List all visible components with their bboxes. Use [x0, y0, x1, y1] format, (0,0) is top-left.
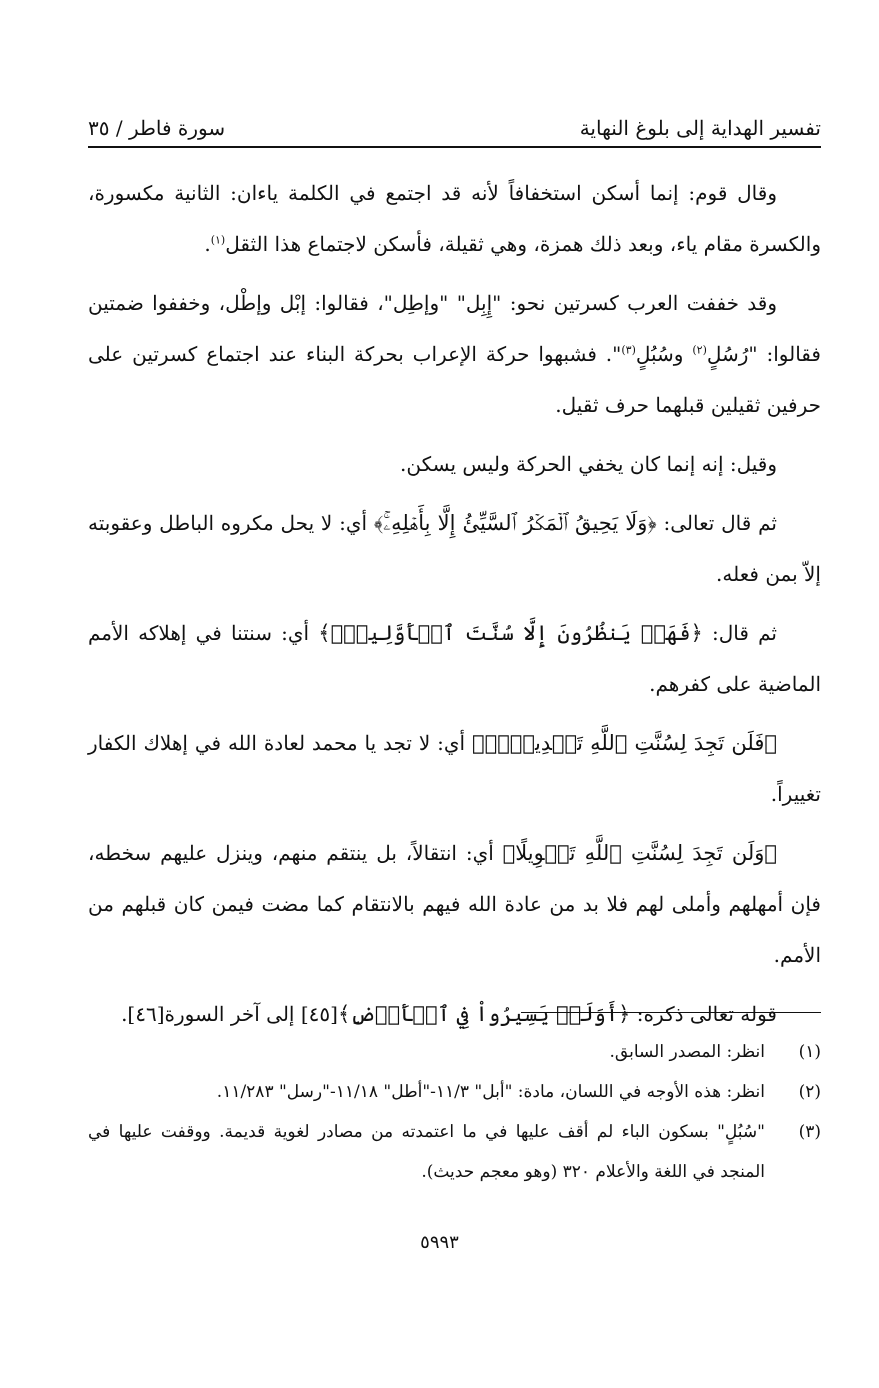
paragraph-4-text-b: أي: لا يحل مكروه الباطل وعقوبته إلاّ بمن فعله.: [88, 511, 821, 586]
footnotes: [88, 1032, 821, 1192]
paragraph-2: [88, 278, 821, 431]
paragraph-8-text-b: [٤٥] إلى آخر السورة[٤٦].: [121, 1002, 338, 1026]
quran-verse: ﴿وَلَن تَجِدَ لِسُنَّتِ ٱللَّهِ تَحۡوِيلًا﴾: [502, 841, 777, 865]
paragraph-6-text-b: أي: لا تجد يا محمد لعادة الله في إهلاك الكفار تغييراً.: [88, 731, 821, 806]
footnote-number: (٢): [798, 1082, 821, 1102]
footnote-item: [88, 1072, 821, 1112]
header-book-title: تفسير الهداية إلى بلوغ النهاية: [579, 116, 821, 140]
footnote-text: "سُبُلٍ" بسكون الباء لم أقف عليها في ما اعتمدته من مصادر لغوية قديمة. ووقفت عليها في المنجد في اللغة والأعلام ٣٢٠ (وهو معجم حديث).: [88, 1122, 765, 1182]
paragraph-3: وقيل: إنه إنما كان يخفي الحركة وليس يسكن.: [400, 452, 777, 476]
main-text: [88, 168, 821, 1048]
paragraph-5: [88, 608, 821, 710]
footnote-text: انظر: هذه الأوجه في اللسان، مادة: "أبل" ١١/٣-"أطل" ١١/١٨-"رسل" ١١/٢٨٣.: [216, 1082, 765, 1102]
paragraph-6: [88, 718, 821, 820]
quran-verse: ﴿فَلَن تَجِدَ لِسُنَّتِ ٱللَّهِ تَبۡدِيلٗاۖ﴾: [471, 731, 777, 755]
footnote-item: [88, 1032, 821, 1072]
paragraph-8-text-a: قوله تعالى ذكره:: [630, 1002, 777, 1026]
paragraph-7: [88, 828, 821, 981]
paragraph-7-text-b: أي: انتقالاً، بل ينتقم منهم، وينزل عليهم سخطه، فإن أمهلهم وأملى لهم فلا بد من عادة الله فيهم بالانتقام كما مضت فيمن كان قبلهم من الأمم.: [88, 841, 821, 967]
footnote-number: (١): [798, 1042, 821, 1062]
quran-verse: ﴿فَهَلۡ يَنظُرُونَ إِلَّا سُنَّتَ ٱلۡأَوَّلِينَۚ﴾: [318, 621, 703, 645]
footnote-item: [88, 1112, 821, 1192]
running-header: [88, 108, 821, 148]
paragraph-4-text-a: ثم قال تعالى:: [656, 511, 777, 535]
quran-verse: ﴿أَوَلَمۡ يَسِيرُواْ فِي ٱلۡأَرۡضِ﴾: [337, 1002, 631, 1026]
paragraph-5-text-b: أي: سنتنا في إهلاكه الأمم الماضية على كفرهم.: [88, 621, 821, 696]
footnote-number: (٣): [798, 1122, 821, 1142]
paragraph-1-text: وقال قوم: إنما أسكن استخفافاً لأنه قد اجتمع في الكلمة ياءان: الثانية مكسورة، والكسرة مقام ياء، وبعد ذلك همزة، وهي ثقيلة، فأسكن لاجتماع هذا الثقل: [88, 181, 821, 256]
footnote-divider: [521, 1012, 821, 1013]
paragraph-5-text-a: ثم قال:: [702, 621, 777, 645]
quran-verse: ﴿وَلَا يَحِيقُ ٱلۡمَكۡرُ ٱلسَّيِّئُ إِلَّا بِأَهۡلِهِۦۚ﴾: [373, 511, 657, 535]
paragraph-1-end: .: [204, 232, 211, 256]
footnote-ref-2: (٢): [692, 343, 707, 357]
paragraph-2-text-a: وقد خففت العرب كسرتين نحو: "إِبِل" "وإطِل"، فقالوا: إبْل وإطْل، وخففوا ضمتين فقالوا: "رُسُلٍ: [88, 291, 821, 366]
page-number: ٥٩٩٣: [420, 1232, 459, 1253]
paragraph-4: [88, 498, 821, 600]
footnote-ref-1: (١): [210, 233, 226, 247]
paragraph-2-text-c: ". فشبهوا حركة الإعراب بحركة البناء عند اجتماع كسرتين على حرفين ثقيلين قبلهما حرف ثقيل.: [88, 342, 821, 417]
footnote-text: انظر: المصدر السابق.: [609, 1042, 765, 1062]
footnote-ref-3: (٣): [621, 343, 636, 357]
paragraph-2-text-b: وسُبُلٍ: [635, 342, 693, 366]
header-surah-title: سورة فاطر / ٣٥: [88, 116, 226, 140]
paragraph-1: [88, 168, 821, 270]
